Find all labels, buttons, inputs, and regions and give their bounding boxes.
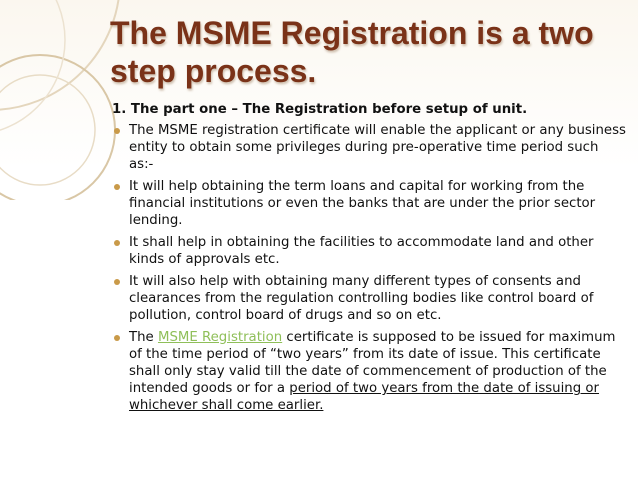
list-item	[111, 178, 626, 229]
list-item	[111, 234, 626, 268]
bullet-text: It will help obtaining the term loans and capital for working from the financial institutions or even the banks that are under the prior sector lending.	[129, 179, 596, 228]
slide-title: The MSME Registration is a two step process.	[110, 15, 594, 89]
msme-registration-link[interactable]: MSME Registration	[157, 330, 283, 345]
intro-line: 1. The part one – The Registration before setup of unit.	[112, 102, 528, 117]
bullet-prefix: The	[129, 330, 158, 345]
bullet-text: It will also help with obtaining many different types of consents and clearances from the regulation controlling bodies like control board of pollution, control board of drugs and so on etc.	[129, 274, 594, 323]
underlined-text: period of two years from the date of issuing or whichever shall come earlier.	[129, 381, 600, 413]
bullet-icon	[114, 184, 120, 190]
bullet-icon	[114, 335, 120, 341]
bullet-icon	[114, 279, 120, 285]
list-item	[111, 122, 626, 173]
list-item	[111, 273, 626, 324]
bullet-text: The MSME registration certificate will enable the applicant or any business entity to obtain some privileges during pre-operative time period such as:-	[129, 123, 626, 172]
bullet-text: It shall help in obtaining the facilities to accommodate land and other kinds of approvals etc.	[129, 235, 594, 267]
bullet-list	[111, 122, 626, 414]
bullet-icon	[114, 128, 120, 134]
list-item	[111, 329, 626, 414]
bullet-middle: certificate is supposed to be issued for maximum of the time period of “two years” from its date of issue. This certificate shall only stay valid till the date of commencement of production of the intended goods or for a	[129, 330, 616, 396]
slide-body	[111, 101, 626, 419]
bullet-icon	[114, 240, 120, 246]
